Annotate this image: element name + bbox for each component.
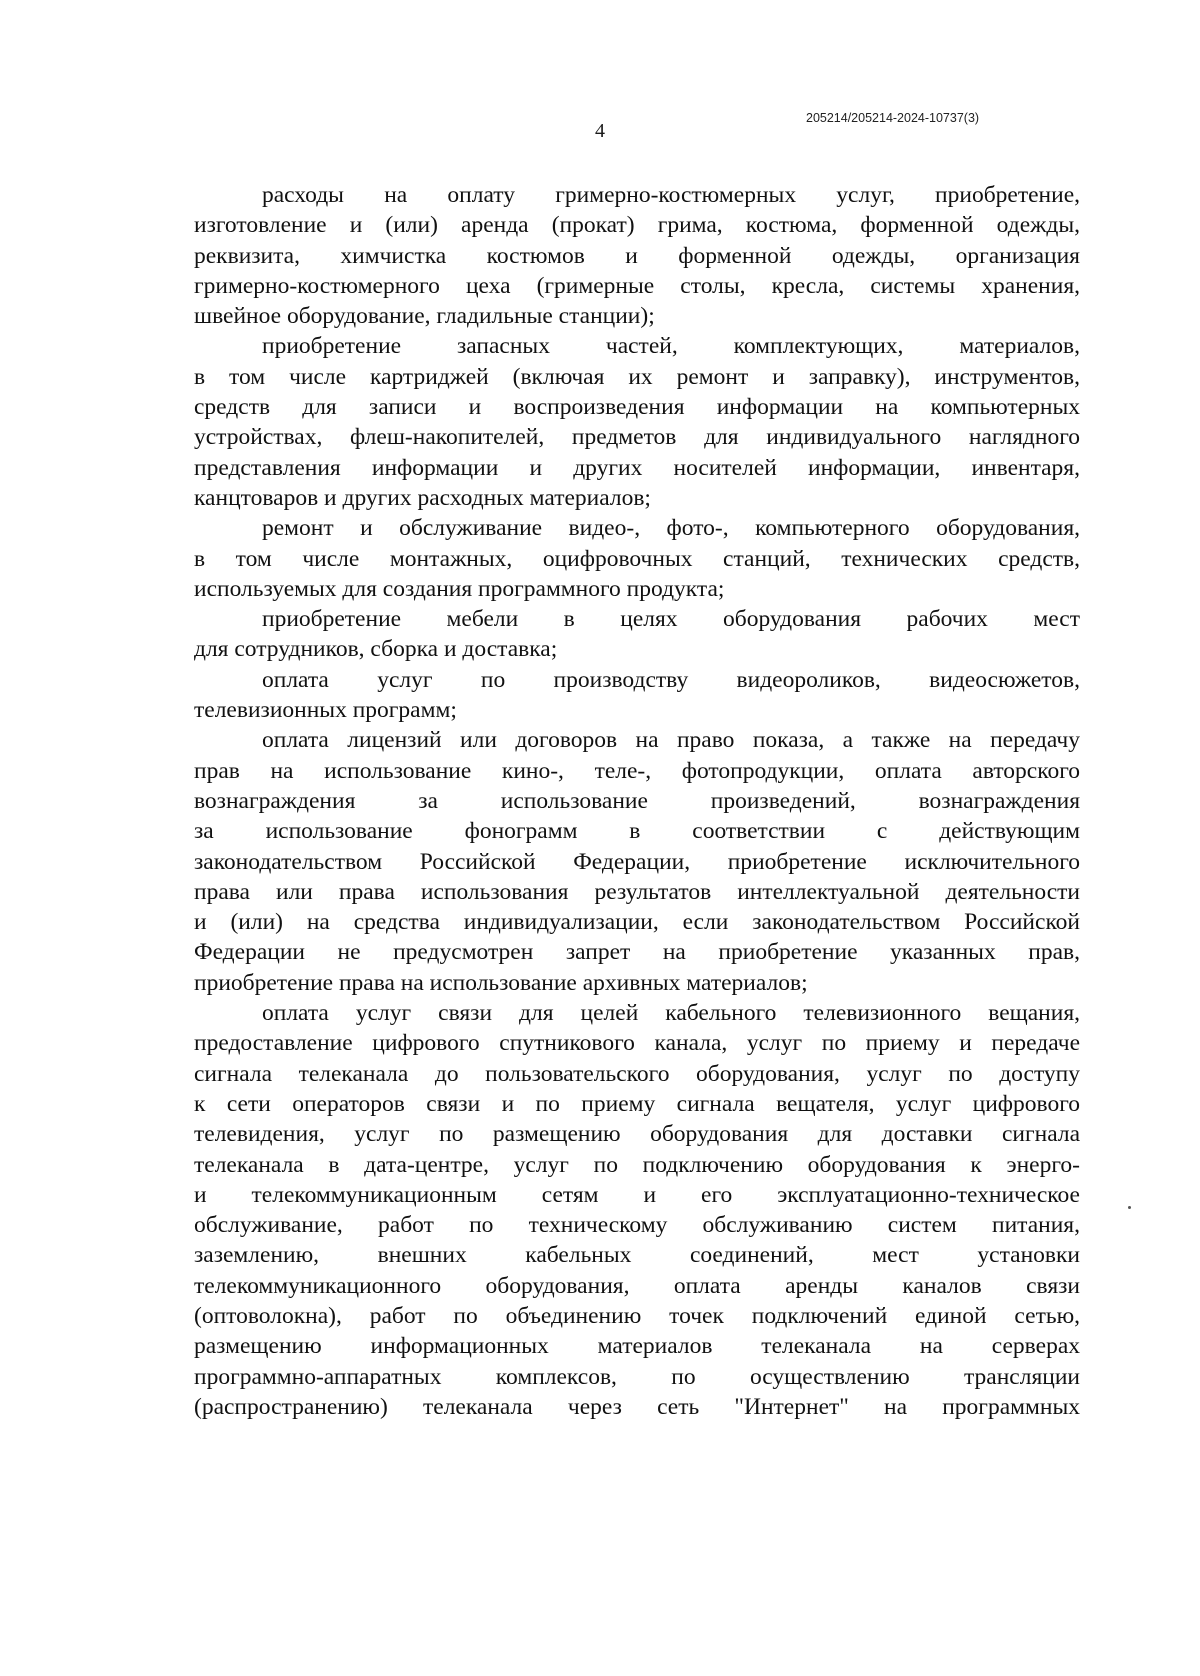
text-line: и телекоммуникационным сетям и его эксплуатационно-техническое xyxy=(194,1181,1080,1208)
paragraph xyxy=(194,604,1080,665)
text-line: и (или) на средства индивидуализации, если законодательством Российской xyxy=(194,909,1080,936)
text-line: в том числе монтажных, оцифровочных станций, технических средств, xyxy=(194,545,1080,572)
text-line: права или права использования результатов интеллектуальной деятельности xyxy=(194,878,1080,905)
text-line: законодательством Российской Федерации, приобретение исключительного xyxy=(194,848,1080,875)
text-line: средств для записи и воспроизведения информации на компьютерных xyxy=(194,394,1080,421)
paragraph xyxy=(194,513,1080,604)
text-line: швейное оборудование, гладильные станции); xyxy=(194,303,655,330)
paragraph xyxy=(194,180,1080,331)
text-line: гримерно-костюмерного цеха (гримерные столы, кресла, системы хранения, xyxy=(194,272,1080,299)
text-line: представления информации и других носителей информации, инвентаря, xyxy=(194,454,1080,481)
scan-speck xyxy=(1128,1206,1131,1209)
text-line: обслуживание, работ по техническому обслуживанию систем питания, xyxy=(194,1212,1080,1239)
paragraph xyxy=(194,331,1080,513)
text-line: за использование фонограмм в соответствии с действующим xyxy=(194,818,1080,845)
text-line: устройствах, флеш-накопителей, предметов для индивидуального наглядного xyxy=(194,424,1080,451)
text-line: (распространению) телеканала через сеть "Интернет" на программных xyxy=(194,1393,1080,1420)
text-line: телевидения, услуг по размещению оборудования для доставки сигнала xyxy=(194,1121,1080,1148)
text-line: реквизита, химчистка костюмов и форменной одежды, организация xyxy=(194,242,1080,269)
text-line: вознаграждения за использование произведений, вознаграждения xyxy=(194,787,1080,814)
text-line: Федерации не предусмотрен запрет на приобретение указанных прав, xyxy=(194,939,1080,966)
text-line: приобретение запасных частей, комплектующих, материалов, xyxy=(262,333,1080,360)
text-line: телеканала в дата-центре, услуг по подключению оборудования к энерго- xyxy=(194,1151,1080,1178)
text-line: (оптоволокна), работ по объединению точек подключений единой сетью, xyxy=(194,1302,1080,1329)
text-line: к сети операторов связи и по приему сигнала вещателя, услуг цифрового xyxy=(194,1090,1080,1117)
text-line: приобретение права на использование архивных материалов; xyxy=(194,969,808,996)
paragraph xyxy=(194,665,1080,726)
text-line: оплата услуг по производству видеороликов, видеосюжетов, xyxy=(262,666,1080,693)
text-line: оплата лицензий или договоров на право показа, а также на передачу xyxy=(262,727,1080,754)
text-line: оплата услуг связи для целей кабельного телевизионного вещания, xyxy=(262,1000,1080,1027)
page-number: 4 xyxy=(595,120,605,142)
text-line: канцтоваров и других расходных материалов; xyxy=(194,484,651,511)
text-line: телевизионных программ; xyxy=(194,697,457,724)
document-id: 205214/205214-2024-10737(3) xyxy=(806,111,980,125)
text-line: расходы на оплату гримерно-костюмерных услуг, приобретение, xyxy=(262,182,1080,208)
text-line: прав на использование кино-, теле-, фотопродукции, оплата авторского xyxy=(194,757,1080,784)
text-line: приобретение мебели в целях оборудования рабочих мест xyxy=(262,606,1080,633)
text-line: изготовление и (или) аренда (прокат) грима, костюма, форменной одежды, xyxy=(194,212,1080,239)
text-line: телекоммуникационного оборудования, оплата аренды каналов связи xyxy=(194,1272,1080,1299)
text-line: программно-аппаратных комплексов, по осуществлению трансляции xyxy=(194,1363,1080,1390)
text-line: ремонт и обслуживание видео-, фото-, компьютерного оборудования, xyxy=(262,515,1080,542)
text-line: сигнала телеканала до пользовательского оборудования, услуг по доступу xyxy=(194,1060,1080,1087)
text-line: используемых для создания программного продукта; xyxy=(194,575,725,602)
text-line: размещению информационных материалов телеканала на серверах xyxy=(194,1333,1080,1360)
text-line: предоставление цифрового спутникового канала, услуг по приему и передаче xyxy=(194,1030,1080,1057)
document-body xyxy=(194,180,1080,1422)
text-line: заземлению, внешних кабельных соединений, мест установки xyxy=(194,1242,1080,1269)
paragraph xyxy=(194,998,1080,1422)
paragraph xyxy=(194,725,1080,998)
text-line: для сотрудников, сборка и доставка; xyxy=(194,636,558,663)
text-line: в том числе картриджей (включая их ремонт и заправку), инструментов, xyxy=(194,363,1080,390)
